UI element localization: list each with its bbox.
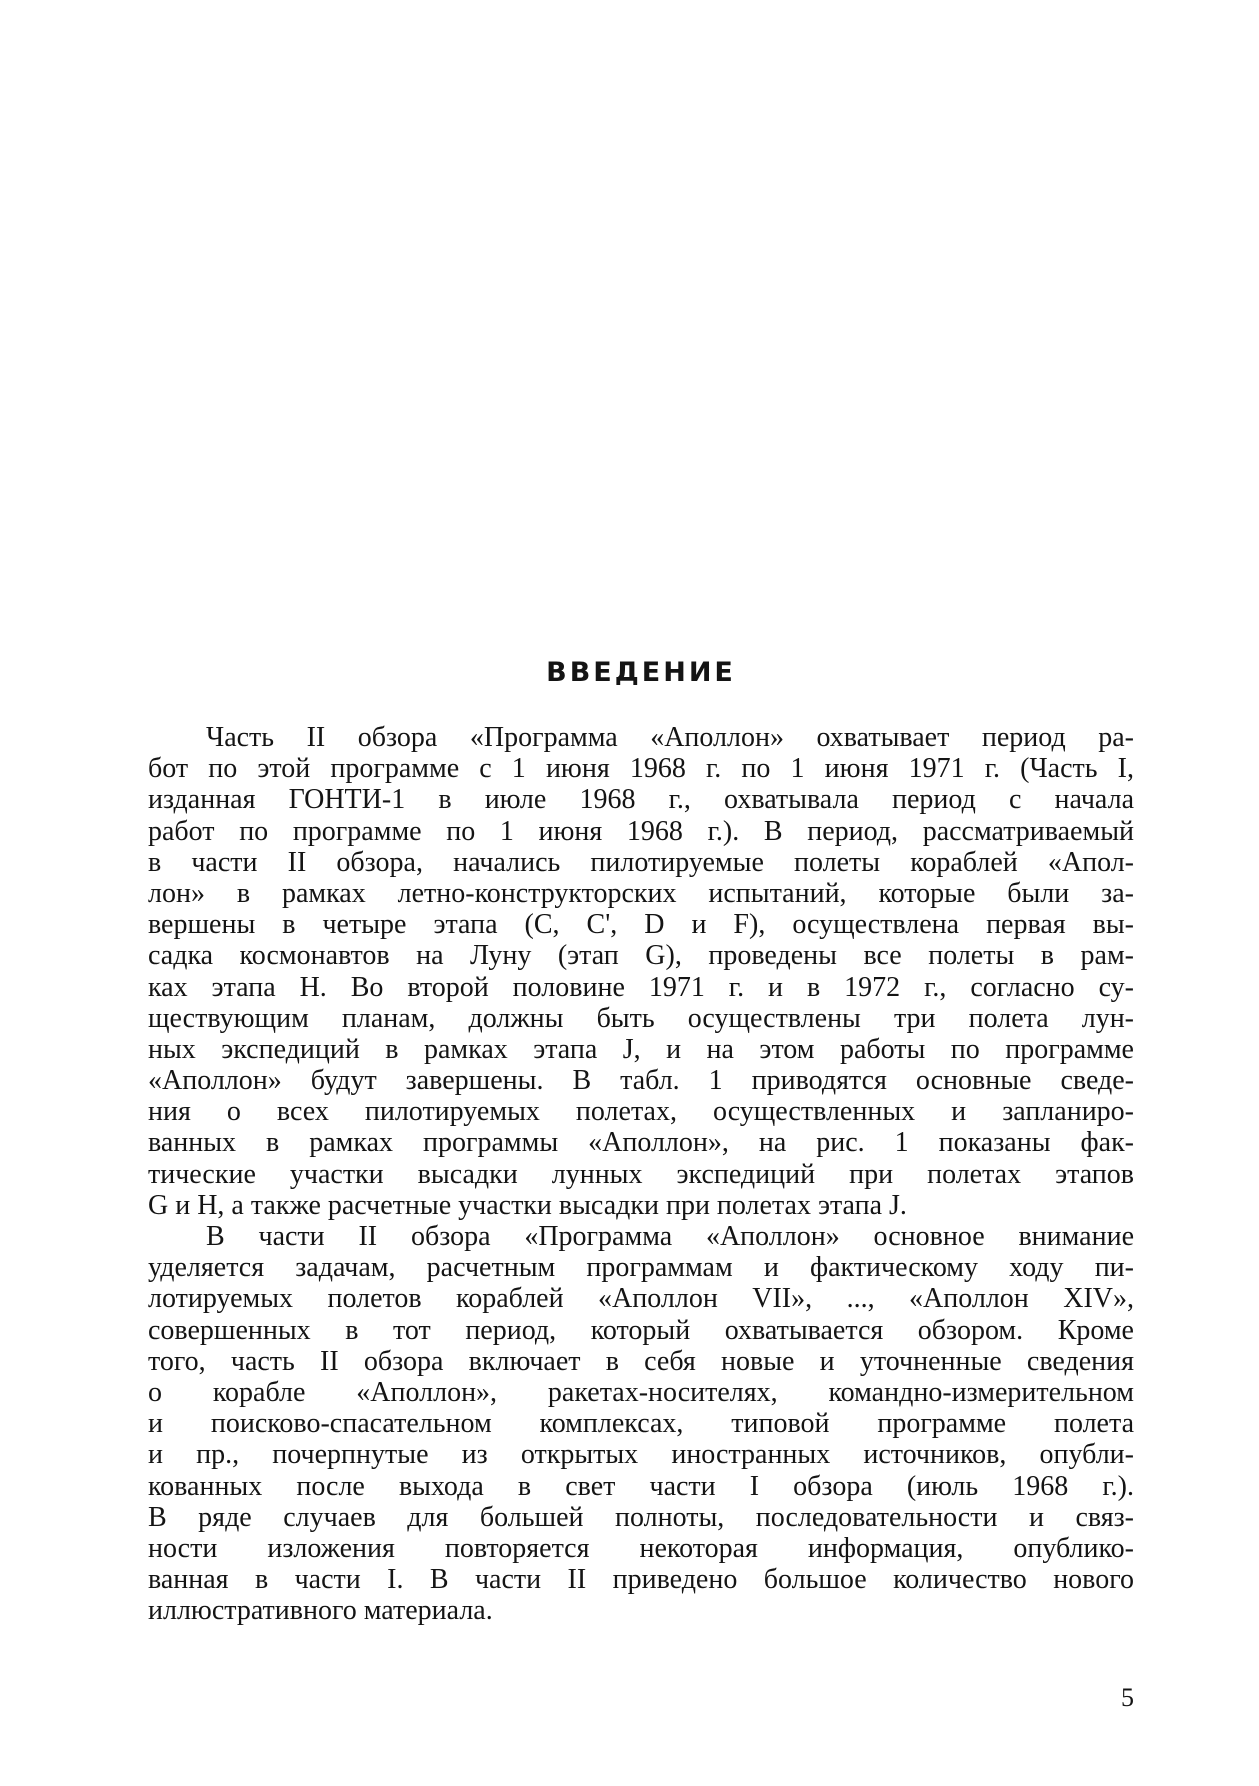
text-line: лон» в рамках летно-конструкторских испытаний, которые были за- bbox=[148, 877, 1134, 909]
text-line: ках этапа Н. Во второй половине 1971 г. и в 1972 г., согласно су- bbox=[148, 971, 1134, 1003]
text-line: бот по этой программе с 1 июня 1968 г. по 1 июня 1971 г. (Часть I, bbox=[148, 753, 1134, 785]
section-heading: ВВЕДЕНИЕ bbox=[546, 657, 736, 688]
text-line: ных экспедиций в рамках этапа J, и на этом работы по программе bbox=[148, 1033, 1134, 1065]
text-line: лотируемых полетов кораблей «Аполлон VII», ..., «Аполлон XIV», bbox=[148, 1283, 1134, 1315]
text-line: кованных после выхода в свет части I обзора (июль 1968 г.). bbox=[148, 1470, 1134, 1502]
text-line: изданная ГОНТИ-1 в июле 1968 г., охватывала период с начала bbox=[148, 784, 1134, 816]
text-line: того, часть II обзора включает в себя новые и уточненные сведения bbox=[148, 1345, 1134, 1377]
text-line: иллюстративного материала. bbox=[148, 1595, 493, 1627]
text-line: садка космонавтов на Луну (этап G), проведены все полеты в рам- bbox=[148, 940, 1134, 972]
body-text bbox=[148, 722, 1134, 1626]
text-line: G и Н, а также расчетные участки высадки при полетах этапа J. bbox=[148, 1189, 907, 1221]
text-line: о корабле «Аполлон», ракетах-носителях, командно-измерительном bbox=[148, 1376, 1134, 1408]
text-line: и пр., почерпнутые из открытых иностранных источников, опубли- bbox=[148, 1439, 1134, 1471]
text-line: и поисково-спасательном комплексах, типовой программе полета bbox=[148, 1408, 1134, 1440]
text-line: ния о всех пилотируемых полетах, осуществленных и запланиро- bbox=[148, 1096, 1134, 1128]
text-line: ности изложения повторяется некоторая информация, опублико- bbox=[148, 1532, 1134, 1564]
text-line: В части II обзора «Программа «Аполлон» основное внимание bbox=[206, 1221, 1134, 1252]
paragraph-2 bbox=[148, 1221, 1134, 1626]
text-line: тические участки высадки лунных экспедиций при полетах этапов bbox=[148, 1158, 1134, 1190]
text-line: ванных в рамках программы «Аполлон», на рис. 1 показаны фак- bbox=[148, 1127, 1134, 1159]
text-line: ванная в части I. В части II приведено большое количество нового bbox=[148, 1564, 1134, 1596]
text-line: совершенных в тот период, который охватывается обзором. Кроме bbox=[148, 1314, 1134, 1346]
text-line: ществующим планам, должны быть осуществлены три полета лун- bbox=[148, 1002, 1134, 1034]
text-line: «Аполлон» будут завершены. В табл. 1 приводятся основные сведе- bbox=[148, 1065, 1134, 1097]
text-line: вершены в четыре этапа (С, С', D и F), осуществлена первая вы- bbox=[148, 909, 1134, 941]
text-line: В ряде случаев для большей полноты, последовательности и связ- bbox=[148, 1501, 1134, 1533]
paragraph-1 bbox=[148, 722, 1134, 1221]
text-line: уделяется задачам, расчетным программам и фактическому ходу пи- bbox=[148, 1252, 1134, 1284]
text-line: Часть II обзора «Программа «Аполлон» охватывает период ра- bbox=[206, 722, 1134, 753]
text-line: в части II обзора, начались пилотируемые полеты кораблей «Апол- bbox=[148, 846, 1134, 878]
text-line: работ по программе по 1 июня 1968 г.). В период, рассматриваемый bbox=[148, 815, 1134, 847]
page-number: 5 bbox=[1121, 1683, 1134, 1712]
